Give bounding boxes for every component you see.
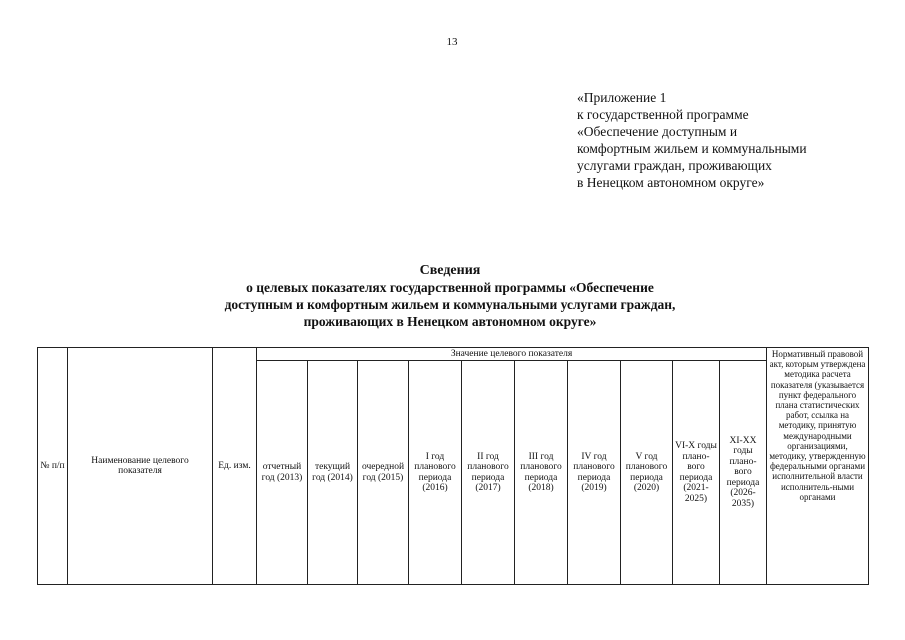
appendix-line: в Ненецком автономном округе» [577, 175, 765, 190]
appendix-line: комфортным жильем и коммунальными [577, 141, 807, 156]
title-heading: Сведения [419, 263, 481, 278]
title-line: проживающих в Ненецком автономном округе» [303, 314, 597, 329]
page-number: 13 [446, 36, 458, 48]
title-line: доступным и комфортным жильем и коммунальными услугами граждан, [224, 297, 676, 312]
appendix-note [577, 89, 807, 191]
header-period: III год планового периода (2018) [515, 361, 568, 585]
document-title [150, 262, 750, 330]
header-legal-act: Нормативный правовой акт, которым утверждена методика расчета показателя (указывается пункт федерального плана статистических работ, ссылка на методику, принятую международными организациями, методику, утвержденную федеральными органами исполнительной власти исполнитель-ными органами [767, 348, 869, 585]
header-unit: Ед. изм. [213, 348, 257, 585]
header-name: Наименование целевого показателя [68, 348, 213, 585]
appendix-line: услугами граждан, проживающих [577, 158, 772, 173]
header-period: V год планового периода (2020) [621, 361, 673, 585]
header-period: II год планового периода (2017) [462, 361, 515, 585]
header-period: IV год планового периода (2019) [568, 361, 621, 585]
appendix-line: к государственной программе [577, 107, 749, 122]
header-period: отчетный год (2013) [257, 361, 308, 585]
header-num: № п/п [38, 348, 68, 585]
title-line: о целевых показателях государственной программы «Обеспечение [246, 280, 654, 295]
indicators-table [37, 347, 869, 585]
appendix-line: «Обеспечение доступным и [577, 124, 738, 139]
header-period: текущий год (2014) [308, 361, 358, 585]
header-period: I год планового периода (2016) [409, 361, 462, 585]
appendix-line: «Приложение 1 [577, 90, 667, 105]
header-period: очередной год (2015) [358, 361, 409, 585]
header-period: VI-X годы плано-вого периода (2021-2025) [673, 361, 720, 585]
header-period: XI-XX годы плано-вого периода (2026-2035) [720, 361, 767, 585]
header-value-group: Значение целевого показателя [257, 348, 767, 361]
